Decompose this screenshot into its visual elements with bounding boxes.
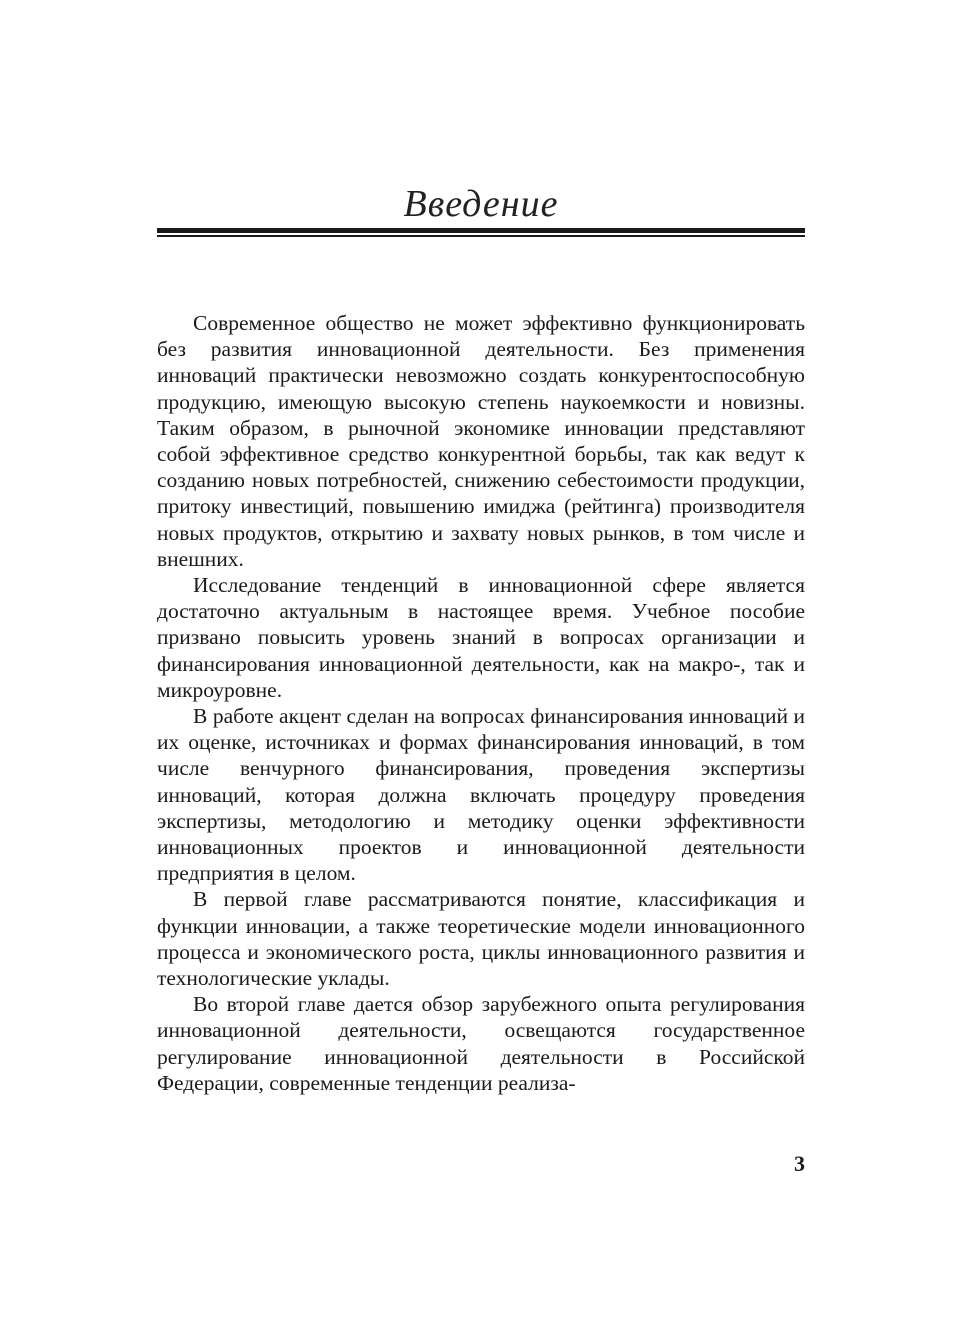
- paragraph: Во второй главе дается обзор зарубежного опыта регулирования инновационной деятельности, освещаются государственное регулирование инновационной деятельности в Российской Федерации, современные тенденции реализа-: [157, 992, 805, 1095]
- title-rule-thin: [157, 235, 805, 237]
- paragraph: Исследование тенденций в инновационной сфере является достаточно актуальным в настоящее время. Учебное пособие призвано повысить уровень знаний в вопросах организации и финансирования инновационной деятельности, как на макро-, так и микроуровне.: [157, 573, 805, 702]
- page-number: 3: [794, 1151, 805, 1176]
- chapter-title: Введение: [403, 183, 559, 225]
- paragraph: В первой главе рассматриваются понятие, классификация и функции инновации, а также теоретические модели инновационного процесса и экономического роста, циклы инновационного развития и технологические уклады.: [157, 887, 805, 991]
- body-text: [157, 310, 805, 1096]
- paragraph: В работе акцент сделан на вопросах финансирования инноваций и их оценке, источниках и формах финансирования инноваций, в том числе венчурного финансирования, проведения экспертизы инноваций, которая должна включать процедуру проведения экспертизы, методологию и методику оценки эффективности инновационных проектов и инновационной деятельности предприятия в целом.: [157, 704, 805, 886]
- paragraph: Современное общество не может эффективно функционировать без развития инновационной деятельности. Без применения инноваций практически невозможно создать конкурентоспособную продукцию, имеющую высокую степень наукоемкости и новизны. Таким образом, в рыночной экономике инновации представляют собой эффективное средство конкурентной борьбы, так как ведут к созданию новых потребностей, снижению себестоимости продукции, притоку инвестиций, повышению имиджа (рейтинга) производителя новых продуктов, открытию и захвату новых рынков, в том числе и внешних.: [157, 311, 805, 571]
- title-rule-thick: [157, 228, 805, 233]
